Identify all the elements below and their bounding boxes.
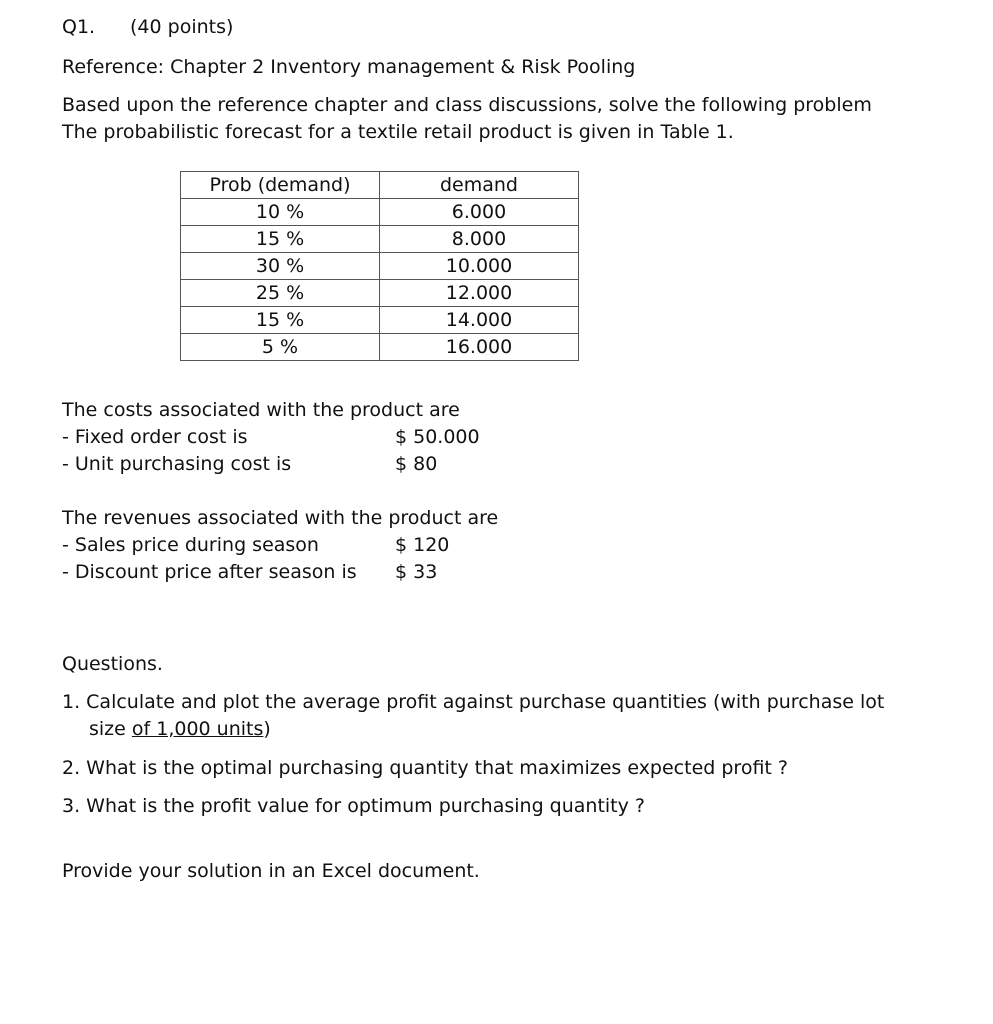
question-number: Q1.: [62, 16, 96, 38]
intro-line-2: The probabilistic forecast for a textile retail product is given in Table 1.: [62, 121, 734, 143]
question-1-text-c: ): [263, 718, 271, 740]
revenues-title: The revenues associated with the product are: [62, 507, 499, 529]
reference-line: Reference: Chapter 2 Inventory management & Risk Pooling: [62, 56, 636, 78]
table-row: [181, 253, 579, 280]
table-cell-demand: 12.000: [380, 280, 579, 307]
questions-title: Questions.: [62, 653, 163, 675]
question-1-underlined: of 1,000 units: [131, 718, 264, 740]
probability-table: [180, 171, 579, 361]
cost-label: - Fixed order cost is: [62, 426, 248, 448]
intro-line-1: Based upon the reference chapter and class discussions, solve the following problem: [62, 94, 872, 116]
question-1-text-a: size: [89, 718, 132, 740]
table-cell-demand: 6.000: [380, 199, 579, 226]
table-cell-demand: 14.000: [380, 307, 579, 334]
cost-value: $ 80: [395, 453, 438, 475]
table-cell-prob: 30 %: [181, 253, 380, 280]
revenue-value: $ 120: [395, 534, 450, 556]
table-header-demand: demand: [380, 172, 579, 199]
table-cell-demand: 10.000: [380, 253, 579, 280]
table-header-row: [181, 172, 579, 199]
question-2: 2. What is the optimal purchasing quantity that maximizes expected profit ?: [62, 757, 788, 779]
cost-label: - Unit purchasing cost is: [62, 453, 292, 475]
table-row: [181, 280, 579, 307]
question-points: (40 points): [130, 16, 234, 38]
question-3: 3. What is the profit value for optimum purchasing quantity ?: [62, 795, 645, 817]
footer-instruction: Provide your solution in an Excel document.: [62, 860, 480, 882]
revenue-label: - Discount price after season is: [62, 561, 357, 583]
table-cell-prob: 15 %: [181, 226, 380, 253]
costs-title: The costs associated with the product are: [62, 399, 460, 421]
cost-value: $ 50.000: [395, 426, 480, 448]
revenue-label: - Sales price during season: [62, 534, 319, 556]
table-cell-prob: 10 %: [181, 199, 380, 226]
table-row: [181, 199, 579, 226]
table-cell-prob: 25 %: [181, 280, 380, 307]
table-row: [181, 226, 579, 253]
question-1-line-1: 1. Calculate and plot the average profit against purchase quantities (with purchase lot: [62, 691, 885, 713]
table-row: [181, 334, 579, 361]
table-header-prob: Prob (demand): [181, 172, 380, 199]
table-cell-prob: 15 %: [181, 307, 380, 334]
table-cell-prob: 5 %: [181, 334, 380, 361]
table-row: [181, 307, 579, 334]
revenue-value: $ 33: [395, 561, 438, 583]
table-cell-demand: 8.000: [380, 226, 579, 253]
question-1-line-2: [89, 718, 271, 740]
question-header: [62, 16, 234, 38]
table-cell-demand: 16.000: [380, 334, 579, 361]
